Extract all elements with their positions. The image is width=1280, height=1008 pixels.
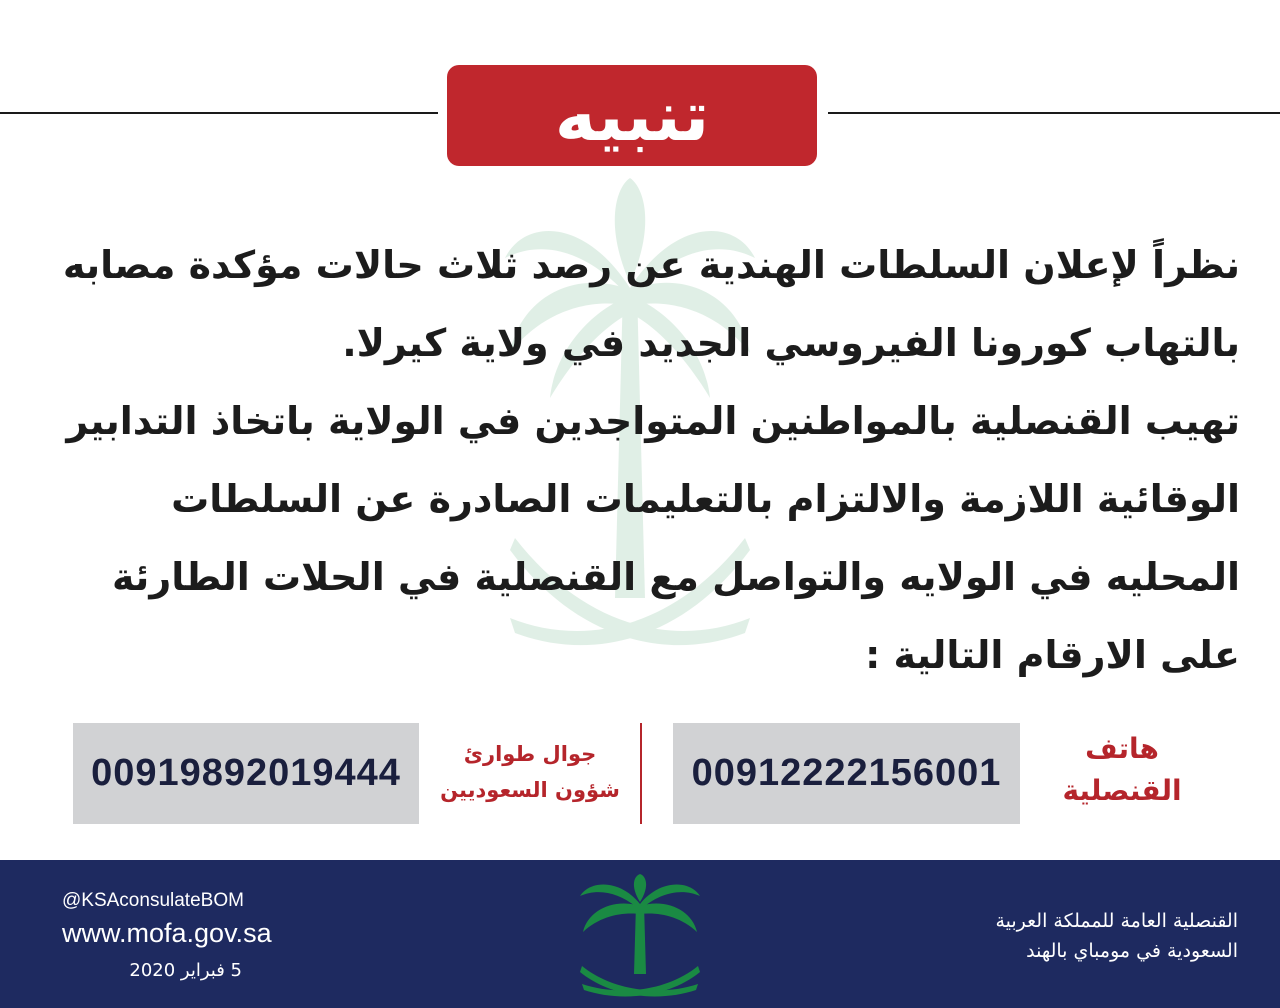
alert-paragraph-2: تهيب القنصلية بالمواطنين المتواجدين في الولاية باتخاذ التدابير الوقائية اللازمة والالتزام بالتعليمات الصادرة عن السلطات المحليه في الولايه والتواصل مع القنصلية في الحلات الطارئة على الارقام التالية :: [66, 399, 1240, 677]
header-rule-right: [828, 112, 1280, 114]
alert-paragraph-1: نظراً لإعلان السلطات الهندية عن رصد ثلاث حالات مؤكدة مصابه بالتهاب كورونا الفيروسي الجديد في ولاية كيرلا.: [62, 243, 1240, 365]
consulate-label-line2: القنصلية: [1062, 774, 1182, 807]
consulate-name-line2: السعودية في مومباي بالهند: [1026, 940, 1238, 962]
alert-body: [62, 226, 1240, 694]
consulate-name-line1: القنصلية العامة للمملكة العربية: [995, 910, 1238, 932]
consulate-number[interactable]: 00912222156001: [691, 752, 1002, 794]
emergency-label-line1: جوال طوارئ: [463, 742, 597, 766]
emergency-label: [425, 736, 635, 808]
footer-bar: [0, 860, 1280, 1008]
header-rule-left: [0, 112, 438, 114]
consulate-label-line1: هاتف: [1085, 732, 1159, 765]
issue-date: 5 فبراير 2020: [129, 960, 242, 981]
palm-swords-emblem-icon: [578, 874, 702, 1002]
emergency-number-box: [73, 723, 419, 824]
twitter-handle[interactable]: @KSAconsulateBOM: [62, 890, 244, 911]
contacts-divider: [640, 723, 642, 824]
alert-title-banner: [447, 65, 817, 166]
emergency-label-line2: شؤون السعوديين: [440, 778, 620, 802]
website-link[interactable]: www.mofa.gov.sa: [62, 918, 272, 948]
consulate-number-box: [673, 723, 1020, 824]
consulate-name: [880, 906, 1238, 966]
consulate-label: [1032, 728, 1212, 812]
alert-title: تنبيه: [554, 74, 710, 157]
emergency-number[interactable]: 00919892019444: [91, 752, 401, 794]
